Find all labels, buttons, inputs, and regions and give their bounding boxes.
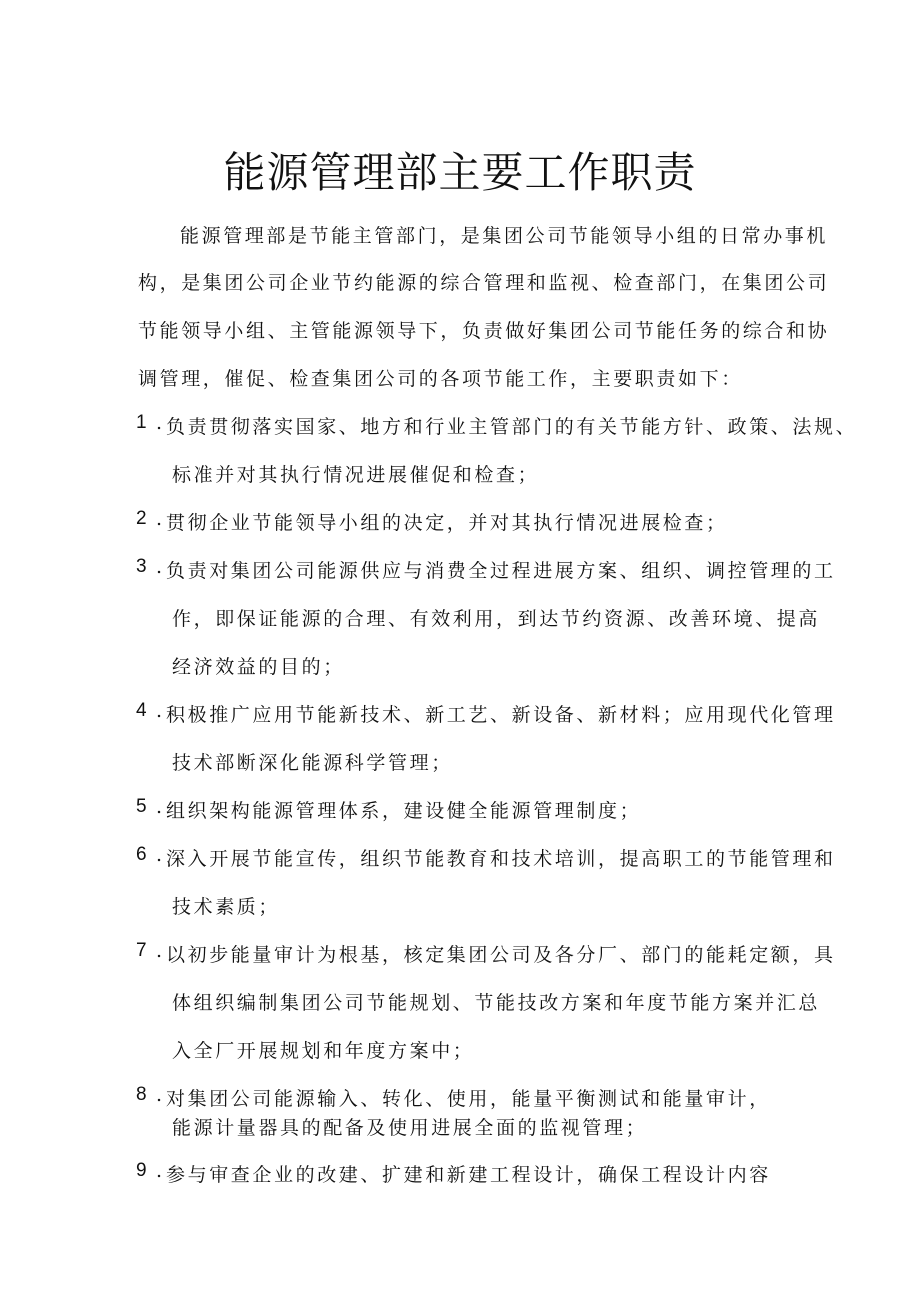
item-dot: . xyxy=(156,1084,163,1106)
item-number: 1 xyxy=(136,412,147,433)
item-number: 7 xyxy=(136,940,147,961)
item-line: 经济效益的目的； xyxy=(172,656,345,678)
intro-line: 构，是集团公司企业节约能源的综合管理和监视、检查部门，在集团公司 xyxy=(138,272,830,294)
item-line: 贯彻企业节能领导小组的决定，并对其执行情况进展检查； xyxy=(166,512,728,534)
item-number: 4 xyxy=(136,700,147,721)
item-line: 参与审查企业的改建、扩建和新建工程设计，确保工程设计内容 xyxy=(166,1164,771,1186)
item-line: 能源计量器具的配备及使用进展全面的监视管理； xyxy=(172,1117,648,1139)
item-number: 3 xyxy=(136,556,147,577)
item-line: 负责对集团公司能源供应与消费全过程进展方案、组织、调控管理的工 xyxy=(166,560,836,582)
intro-line: 节能领导小组、主管能源领导下，负责做好集团公司节能任务的综合和协 xyxy=(138,320,830,342)
item-line: 技术素质； xyxy=(172,896,281,918)
item-line: 对集团公司能源输入、转化、使用，能量平衡测试和能量审计， xyxy=(166,1088,771,1110)
item-line: 深入开展节能宣传，组织节能教育和技术培训，提高职工的节能管理和 xyxy=(166,848,836,870)
item-number: 9 xyxy=(136,1160,147,1181)
item-dot: . xyxy=(156,1160,163,1182)
item-number: 2 xyxy=(136,508,147,529)
item-number: 5 xyxy=(136,796,147,817)
item-line: 组织架构能源管理体系，建设健全能源管理制度； xyxy=(166,800,642,822)
intro-line: 能源管理部是节能主管部门，是集团公司节能领导小组的日常办事机 xyxy=(180,225,829,247)
item-line: 负责贯彻落实国家、地方和行业主管部门的有关节能方针、政策、法规、 xyxy=(166,416,858,438)
document-title: 能源管理部主要工作职责 xyxy=(223,148,697,197)
item-dot: . xyxy=(156,796,163,818)
item-line: 体组织编制集团公司节能规划、节能技改方案和年度节能方案并汇总 xyxy=(172,992,821,1014)
item-dot: . xyxy=(156,844,163,866)
item-line: 积极推广应用节能新技术、新工艺、新设备、新材料；应用现代化管理 xyxy=(166,704,836,726)
item-dot: . xyxy=(156,508,163,530)
item-line: 以初步能量审计为根基，核定集团公司及各分厂、部门的能耗定额，具 xyxy=(166,944,836,966)
item-dot: . xyxy=(156,412,163,434)
item-line: 作，即保证能源的合理、有效利用，到达节约资源、改善环境、提高 xyxy=(172,608,821,630)
item-line: 标准并对其执行情况进展催促和检查； xyxy=(172,464,540,486)
item-dot: . xyxy=(156,700,163,722)
item-line: 技术部断深化能源科学管理； xyxy=(172,752,453,774)
item-number: 6 xyxy=(136,844,147,865)
item-number: 8 xyxy=(136,1084,147,1105)
item-line: 入全厂开展规划和年度方案中； xyxy=(172,1040,475,1062)
intro-line: 调管理，催促、检查集团公司的各项节能工作，主要职责如下： xyxy=(138,368,743,390)
item-dot: . xyxy=(156,556,163,578)
item-dot: . xyxy=(156,940,163,962)
